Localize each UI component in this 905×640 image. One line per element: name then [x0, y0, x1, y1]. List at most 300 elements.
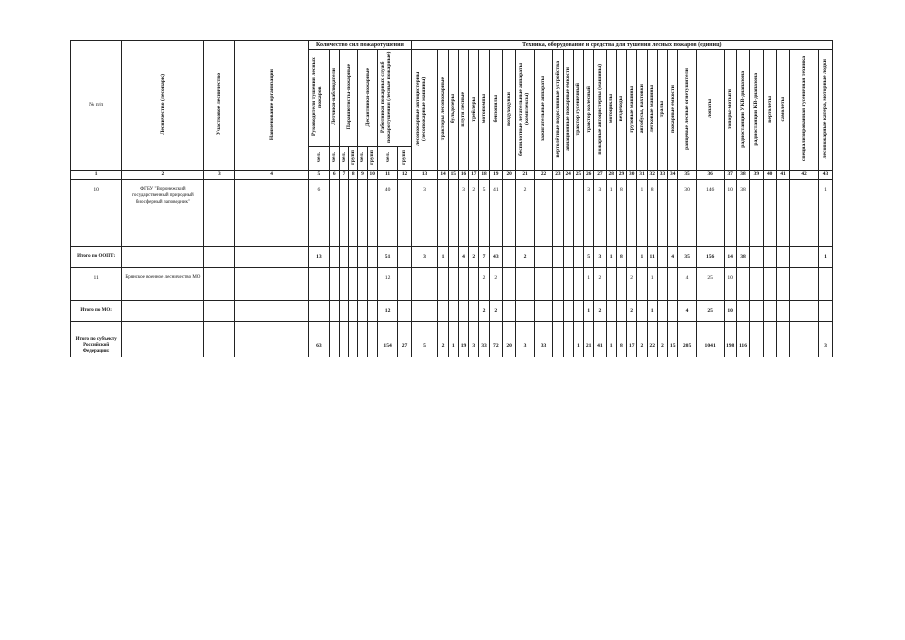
- header-district: [204, 41, 235, 171]
- header-c26: [584, 50, 594, 171]
- table-cell: 33: [479, 322, 489, 358]
- table-cell: [637, 301, 647, 322]
- table-cell: [502, 268, 515, 301]
- column-number: 18: [479, 171, 489, 180]
- column-number: 32: [647, 171, 657, 180]
- table-cell: [448, 247, 458, 268]
- table-cell: 1: [647, 268, 657, 301]
- table-cell: [563, 322, 573, 358]
- table-cell: [358, 301, 367, 322]
- table-cell: [122, 247, 204, 268]
- header-c33: [657, 50, 667, 171]
- total-row: [71, 322, 833, 358]
- table-cell: [235, 301, 309, 322]
- table-cell: 3: [458, 180, 468, 247]
- header-c36-label: лопаты: [707, 99, 714, 119]
- table-cell: 2: [489, 301, 502, 322]
- table-cell: 8: [647, 180, 657, 247]
- table-cell: [235, 322, 309, 358]
- unit-c5-label: чел.: [315, 152, 322, 163]
- table-cell: 15: [668, 322, 678, 358]
- table-cell: [627, 247, 637, 268]
- header-c34: [668, 50, 678, 171]
- table-cell: 2: [479, 268, 489, 301]
- table-cell: [750, 301, 763, 322]
- table-cell: [657, 301, 667, 322]
- table-cell: [763, 301, 776, 322]
- unit-c11: [377, 147, 398, 171]
- header-c23: [553, 50, 563, 171]
- column-number: 20: [502, 171, 515, 180]
- header-c37: [724, 50, 736, 171]
- table-cell: [329, 180, 339, 247]
- table-cell: 6: [309, 180, 330, 247]
- header-c25: [573, 50, 583, 171]
- table-cell: [763, 247, 776, 268]
- header-c41-label: самолеты: [779, 96, 786, 122]
- table-cell: [657, 180, 667, 247]
- header-c43-label: лесопожарные катера, моторные лодки: [822, 59, 829, 159]
- column-number: 7: [339, 171, 348, 180]
- header-c32-label: легковые машины: [649, 85, 656, 133]
- table-cell: [398, 247, 411, 268]
- table-cell: [339, 247, 348, 268]
- column-number: 29: [616, 171, 626, 180]
- column-number: 19: [489, 171, 502, 180]
- table-cell: [668, 180, 678, 247]
- header-num-label: № п/п: [89, 102, 104, 109]
- table-cell: [398, 301, 411, 322]
- table-cell: 20: [502, 322, 515, 358]
- table-cell: [563, 247, 573, 268]
- table-cell: [750, 180, 763, 247]
- table-cell: 2: [469, 180, 479, 247]
- unit-c7-label: чел.: [340, 152, 347, 163]
- table-cell: 11: [71, 268, 122, 301]
- header-c28: [606, 50, 616, 171]
- table-cell: 3: [818, 322, 832, 358]
- header-c15-label: бульдозеры: [450, 94, 457, 124]
- header-c37-label: топоры-мотыги: [727, 88, 734, 130]
- header-c42-label: специализированная гусеничная техника: [800, 56, 807, 162]
- table-cell: 1041: [696, 322, 724, 358]
- header-c25-label: трактор гусеничный: [575, 82, 582, 136]
- header-c42: [790, 50, 819, 171]
- table-cell: [204, 268, 235, 301]
- column-number: 13: [411, 171, 438, 180]
- table-cell: [469, 268, 479, 301]
- table-cell: 4: [668, 247, 678, 268]
- column-number: 31: [637, 171, 647, 180]
- header-c31-label: автобусы, вахтовки: [638, 84, 645, 134]
- table-cell: [534, 247, 552, 268]
- table-cell: [235, 268, 309, 301]
- unit-c10: [367, 147, 377, 171]
- table-cell: 3: [411, 180, 438, 247]
- table-cell: [763, 180, 776, 247]
- table-cell: [349, 247, 358, 268]
- table-cell: [573, 301, 583, 322]
- table-cell: [329, 322, 339, 358]
- group-header-forces: Количество сил пожаротушения: [309, 41, 412, 50]
- table-cell: 10: [71, 180, 122, 247]
- column-number: 43: [818, 171, 832, 180]
- table-cell: 4: [458, 247, 468, 268]
- table-cell: [750, 247, 763, 268]
- table-cell: [790, 180, 819, 247]
- table-cell: 1: [584, 268, 594, 301]
- header-c41: [776, 50, 789, 171]
- table-row: [71, 268, 833, 301]
- table-cell: 25: [696, 301, 724, 322]
- header-c40: [763, 50, 776, 171]
- table-cell: 156: [696, 247, 724, 268]
- header-c38-label: радиостанции УКВ-диапазона: [739, 70, 746, 148]
- table-cell: 5: [411, 322, 438, 358]
- table-cell: 17: [627, 322, 637, 358]
- table-cell: 19: [458, 322, 468, 358]
- table-cell: [818, 301, 832, 322]
- table-cell: 30: [678, 180, 696, 247]
- table-cell: 3: [594, 247, 606, 268]
- header-c7-label: Парашютисты-пожарные: [345, 64, 352, 130]
- column-number-row: [71, 171, 833, 180]
- table-cell: 1: [438, 247, 448, 268]
- table-cell: 22: [647, 322, 657, 358]
- table-cell: [736, 268, 749, 301]
- column-number: 5: [309, 171, 330, 180]
- column-number: 39: [750, 171, 763, 180]
- column-number: 38: [736, 171, 749, 180]
- header-c36: [696, 50, 724, 171]
- column-number: 17: [469, 171, 479, 180]
- table-cell: [349, 180, 358, 247]
- table-cell: 1: [818, 247, 832, 268]
- table-cell: 43: [489, 247, 502, 268]
- table-cell: [606, 301, 616, 322]
- column-number: 33: [657, 171, 667, 180]
- unit-c12-label: групп: [401, 150, 408, 165]
- fire-resources-table: [70, 40, 833, 357]
- table-cell: [657, 268, 667, 301]
- table-cell: [573, 180, 583, 247]
- column-number: 21: [516, 171, 534, 180]
- table-cell: 8: [616, 322, 626, 358]
- table-cell: [637, 268, 647, 301]
- table-cell: [553, 247, 563, 268]
- table-cell: [776, 301, 789, 322]
- table-cell: [790, 301, 819, 322]
- header-forestry: [122, 41, 204, 171]
- column-number: 22: [534, 171, 552, 180]
- column-number: 10: [367, 171, 377, 180]
- column-number: 35: [678, 171, 696, 180]
- column-number: 14: [438, 171, 448, 180]
- header-c7: [339, 50, 357, 147]
- table-cell: [790, 322, 819, 358]
- table-cell: 2: [438, 322, 448, 358]
- table-cell: 5: [584, 247, 594, 268]
- column-number: 42: [790, 171, 819, 180]
- table-cell: 3: [516, 322, 534, 358]
- column-number: 30: [627, 171, 637, 180]
- unit-c5: [309, 147, 330, 171]
- header-c24: [563, 50, 573, 171]
- table-cell: [516, 301, 534, 322]
- table-cell: 40: [377, 180, 398, 247]
- table-cell: 146: [696, 180, 724, 247]
- table-cell: 116: [736, 322, 749, 358]
- header-c20-label: воздуходувки: [506, 91, 513, 126]
- table-cell: [122, 301, 204, 322]
- table-cell: 8: [616, 180, 626, 247]
- table-cell: [616, 268, 626, 301]
- table-cell: 27: [398, 322, 411, 358]
- header-c13-label: лесопожарные автоцистерны (лесопожарные машины): [414, 71, 427, 147]
- table-cell: [516, 268, 534, 301]
- table-cell: [398, 268, 411, 301]
- table-cell: [458, 301, 468, 322]
- header-c33-label: тралы: [659, 100, 666, 118]
- column-number: 41: [776, 171, 789, 180]
- table-cell: 38: [736, 180, 749, 247]
- table-cell: [502, 301, 515, 322]
- header-c19-label: бензопилы: [492, 95, 499, 123]
- table-cell: [448, 180, 458, 247]
- table-cell: [750, 322, 763, 358]
- table-cell: [367, 322, 377, 358]
- table-cell: Брянское военное лесничество МО: [122, 268, 204, 301]
- table-cell: [763, 322, 776, 358]
- table-cell: [339, 322, 348, 358]
- table-cell: [534, 268, 552, 301]
- unit-c6: [329, 147, 339, 171]
- header-c18: [479, 50, 489, 171]
- table-cell: [349, 268, 358, 301]
- table-cell: [469, 301, 479, 322]
- table-cell: 1: [637, 247, 647, 268]
- column-number: 37: [724, 171, 736, 180]
- table-cell: [309, 301, 330, 322]
- table-cell: 38: [736, 247, 749, 268]
- table-cell: [329, 268, 339, 301]
- header-c22: [534, 50, 552, 171]
- column-number: 34: [668, 171, 678, 180]
- table-cell: [616, 301, 626, 322]
- header-c28-label: мотоциклы: [608, 94, 615, 124]
- header-forestry-label: Лесничество (лесопарк): [159, 74, 166, 135]
- table-cell: 3: [411, 247, 438, 268]
- header-c21-label: беспилотные летательные аппараты (комплексы): [518, 62, 531, 156]
- header-c18-label: мотопомпы: [480, 94, 487, 124]
- table-cell: [668, 301, 678, 322]
- column-number: 3: [204, 171, 235, 180]
- header-c19: [489, 50, 502, 171]
- header-c5-label: Руководители тушения лесных пожаров: [310, 57, 323, 137]
- table-cell: 2: [516, 180, 534, 247]
- table-cell: 3: [584, 180, 594, 247]
- table-cell: 1: [606, 180, 616, 247]
- table-cell: [398, 180, 411, 247]
- fire-resources-table-sheet: [70, 40, 833, 357]
- total-row: [71, 301, 833, 322]
- header-c40-label: вертолеты: [766, 95, 773, 123]
- table-cell: [553, 180, 563, 247]
- table-cell: ФГБУ "Воронежский государственный природный биосферный заповедник": [122, 180, 204, 247]
- header-c16: [458, 50, 468, 171]
- table-cell: 10: [724, 268, 736, 301]
- header-c16-label: плуги лесные: [460, 91, 467, 127]
- table-cell: [563, 268, 573, 301]
- table-cell: [627, 180, 637, 247]
- column-number: 40: [763, 171, 776, 180]
- unit-c9: [358, 147, 367, 171]
- column-number: 26: [584, 171, 594, 180]
- unit-c8-label: групп: [350, 150, 357, 165]
- header-c17-label: трейлеры: [470, 96, 477, 122]
- table-cell: [339, 301, 348, 322]
- table-cell: [358, 322, 367, 358]
- column-number: 16: [458, 171, 468, 180]
- table-cell: [563, 180, 573, 247]
- unit-c7: [339, 147, 348, 171]
- table-cell: Итого по МО:: [71, 301, 122, 322]
- table-cell: [235, 180, 309, 247]
- header-c22-label: зажигательные аппараты: [540, 76, 547, 142]
- header-c27: [594, 50, 606, 171]
- column-number: 25: [573, 171, 583, 180]
- table-cell: [534, 180, 552, 247]
- column-number: 11: [377, 171, 398, 180]
- column-number: 9: [358, 171, 367, 180]
- table-cell: [668, 268, 678, 301]
- table-cell: 1: [647, 301, 657, 322]
- table-cell: [776, 247, 789, 268]
- table-cell: 41: [594, 322, 606, 358]
- table-cell: [606, 268, 616, 301]
- column-number: 15: [448, 171, 458, 180]
- header-c24-label: авиационные пожарные емкости: [565, 67, 572, 151]
- column-number: 27: [594, 171, 606, 180]
- total-row: [71, 247, 833, 268]
- table-cell: 12: [377, 268, 398, 301]
- table-cell: [204, 247, 235, 268]
- table-cell: [502, 247, 515, 268]
- table-cell: [776, 322, 789, 358]
- header-district-label: Участковое лесничество: [216, 73, 223, 136]
- table-cell: 14: [724, 247, 736, 268]
- header-c34-label: пожарные емкости: [669, 84, 676, 133]
- header-c23-label: вертолётные водосливные устройства: [554, 60, 561, 158]
- table-cell: 21: [584, 322, 594, 358]
- table-cell: 154: [377, 322, 398, 358]
- unit-c10-label: групп: [369, 150, 376, 165]
- table-cell: [573, 268, 583, 301]
- header-c6-label: Летчики-наблюдатели: [331, 68, 338, 126]
- header-c27-label: пожарные автоцистерны (машины): [596, 63, 603, 155]
- table-cell: 2: [627, 268, 637, 301]
- table-cell: 1: [606, 247, 616, 268]
- table-cell: 7: [479, 247, 489, 268]
- header-c39-label: радиостанции КВ-диапазона: [753, 72, 760, 146]
- header-c35-label: ранцевые лесные огнетушители: [683, 68, 690, 150]
- unit-c9-label: чел.: [359, 152, 366, 163]
- column-number: 24: [563, 171, 573, 180]
- header-c9-label: Десантники-пожарные: [364, 67, 371, 127]
- header-c11-label: Работники пожарных служб пожаротушения (лесные пожарные): [380, 51, 393, 143]
- table-cell: [553, 268, 563, 301]
- table-cell: 1: [637, 180, 647, 247]
- column-number: 1: [71, 171, 122, 180]
- table-cell: [553, 301, 563, 322]
- table-cell: [448, 301, 458, 322]
- table-cell: 72: [489, 322, 502, 358]
- unit-c8: [349, 147, 358, 171]
- table-cell: 25: [696, 268, 724, 301]
- header-c26-label: трактор колесный: [585, 85, 592, 133]
- table-cell: [122, 322, 204, 358]
- table-cell: [329, 247, 339, 268]
- table-cell: [458, 268, 468, 301]
- header-c9: [358, 50, 377, 147]
- table-body: [71, 180, 833, 358]
- column-number: 2: [122, 171, 204, 180]
- table-row: [71, 180, 833, 247]
- table-cell: [367, 268, 377, 301]
- table-cell: [573, 247, 583, 268]
- table-cell: Итого по ООПТ:: [71, 247, 122, 268]
- table-cell: 10: [724, 180, 736, 247]
- table-cell: [790, 247, 819, 268]
- header-c15: [448, 50, 458, 171]
- table-cell: [204, 322, 235, 358]
- header-org: [235, 41, 309, 171]
- table-cell: Итого по субъекту Российской Федерации:: [71, 322, 122, 358]
- table-cell: 2: [469, 247, 479, 268]
- unit-c6-label: чел.: [331, 152, 338, 163]
- header-c39: [750, 50, 763, 171]
- table-cell: [367, 247, 377, 268]
- unit-c12: [398, 147, 411, 171]
- table-cell: [358, 180, 367, 247]
- header-c5: [309, 50, 330, 147]
- table-cell: 35: [678, 247, 696, 268]
- header-c14: [438, 50, 448, 171]
- table-cell: 3: [594, 180, 606, 247]
- table-cell: 2: [594, 268, 606, 301]
- table-cell: 33: [534, 322, 552, 358]
- table-cell: [339, 180, 348, 247]
- table-cell: [367, 301, 377, 322]
- table-cell: 10: [724, 301, 736, 322]
- table-cell: [329, 301, 339, 322]
- table-cell: [763, 268, 776, 301]
- table-cell: [553, 322, 563, 358]
- header-c14-label: тракторы лесопожарные: [439, 77, 446, 141]
- table-cell: [235, 247, 309, 268]
- table-cell: 2: [516, 247, 534, 268]
- table-cell: 205: [678, 322, 696, 358]
- table-cell: 4: [678, 268, 696, 301]
- table-cell: 198: [724, 322, 736, 358]
- table-cell: [563, 301, 573, 322]
- header-c38: [736, 50, 749, 171]
- table-cell: [790, 268, 819, 301]
- table-cell: [438, 301, 448, 322]
- column-number: 4: [235, 171, 309, 180]
- table-cell: 12: [377, 301, 398, 322]
- header-c6: [329, 50, 339, 147]
